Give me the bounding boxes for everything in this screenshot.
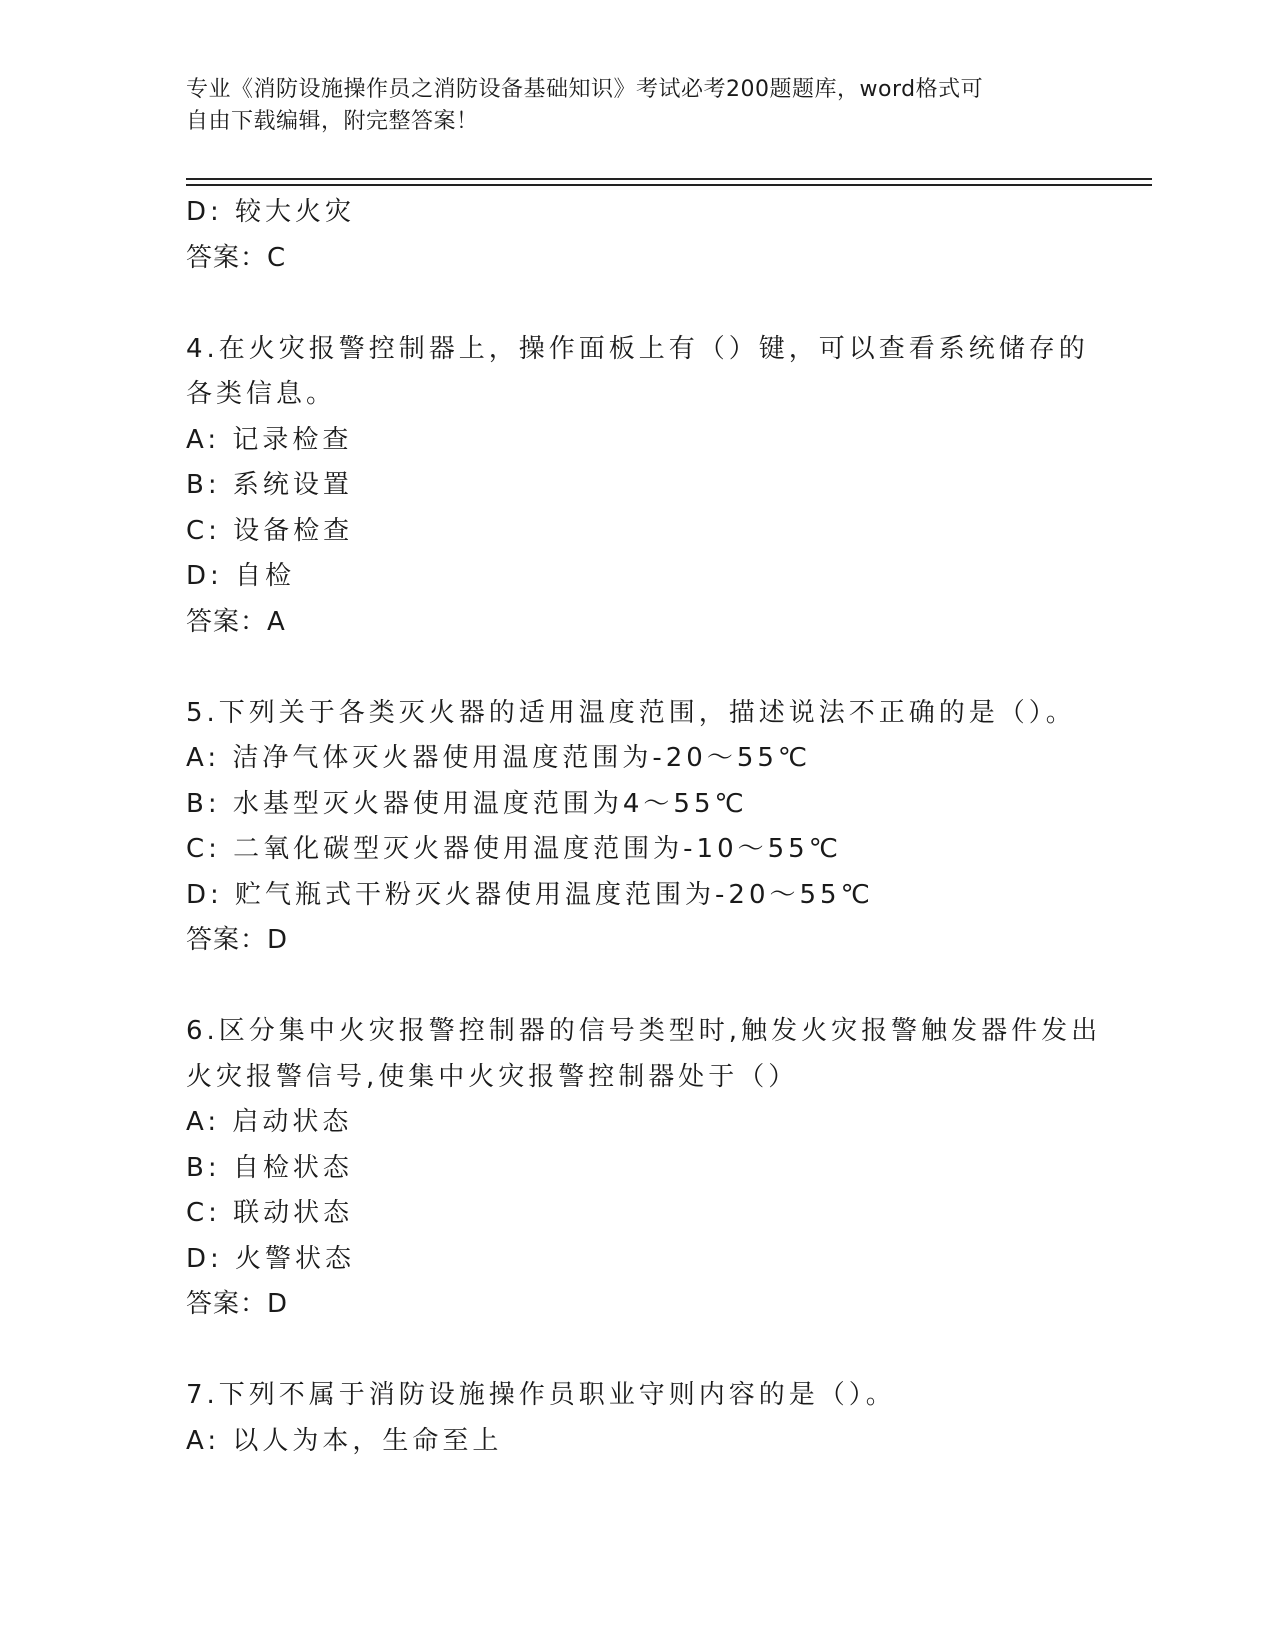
question-4-answer: 答案：A xyxy=(186,606,286,637)
question-6-option-c: C: 联动状态 xyxy=(186,1198,354,1228)
question-6-text-1: 6.区分集中火灾报警控制器的信号类型时,触发火灾报警触发器件发出 xyxy=(186,1016,1102,1046)
question-5-answer: 答案：D xyxy=(186,925,289,955)
answer-prev: 答案：C xyxy=(186,242,287,273)
question-6-option-a: A: 启动状态 xyxy=(186,1107,353,1137)
question-6-option-d: D: 火警状态 xyxy=(186,1243,356,1274)
header-line-1: 专业《消防设施操作员之消防设备基础知识》考试必考200题题库，word格式可 xyxy=(186,77,984,102)
spacer xyxy=(186,964,1086,1010)
question-5-option-c: C: 二氧化碳型灭火器使用温度范围为-10～55℃ xyxy=(186,834,842,864)
question-5-option-b: B: 水基型灭火器使用温度范围为4～55℃ xyxy=(186,788,748,819)
question-list xyxy=(186,190,1102,1464)
question-7-option-a: A: 以人为本，生命至上 xyxy=(186,1425,503,1456)
question-5-text: 5.下列关于各类灭火器的适用温度范围，描述说法不正确的是（）。 xyxy=(186,697,1076,728)
question-7-text: 7.下列不属于消防设施操作员职业守则内容的是（）。 xyxy=(186,1380,896,1410)
question-4-option-d: D: 自检 xyxy=(186,561,296,591)
header-rule-top xyxy=(186,178,1152,180)
spacer xyxy=(186,645,1086,691)
question-4-option-b: B: 系统设置 xyxy=(186,470,353,500)
spacer xyxy=(186,1328,1086,1374)
question-5-option-a: A: 洁净气体灭火器使用温度范围为-20～55℃ xyxy=(186,743,812,773)
question-6-text-2: 火灾报警信号,使集中火灾报警控制器处于（） xyxy=(186,1061,799,1092)
option-d-prev: D: 较大火灾 xyxy=(186,197,356,227)
question-4-option-c: C: 设备检查 xyxy=(186,515,354,546)
question-4-text-1: 4.在火灾报警控制器上，操作面板上有（）键，可以查看系统储存的 xyxy=(186,333,1089,364)
question-4-text-2: 各类信息。 xyxy=(186,379,337,409)
question-4-option-a: A: 记录检查 xyxy=(186,424,353,455)
question-6-option-b: B: 自检状态 xyxy=(186,1152,353,1183)
question-6-answer: 答案：D xyxy=(186,1289,289,1319)
header-rule-bottom xyxy=(186,184,1152,186)
document-header xyxy=(186,74,1086,138)
spacer xyxy=(186,281,1086,327)
header-line-2: 自由下载编辑，附完整答案！ xyxy=(186,109,479,134)
question-5-option-d: D: 贮气瓶式干粉灭火器使用温度范围为-20～55℃ xyxy=(186,879,874,910)
